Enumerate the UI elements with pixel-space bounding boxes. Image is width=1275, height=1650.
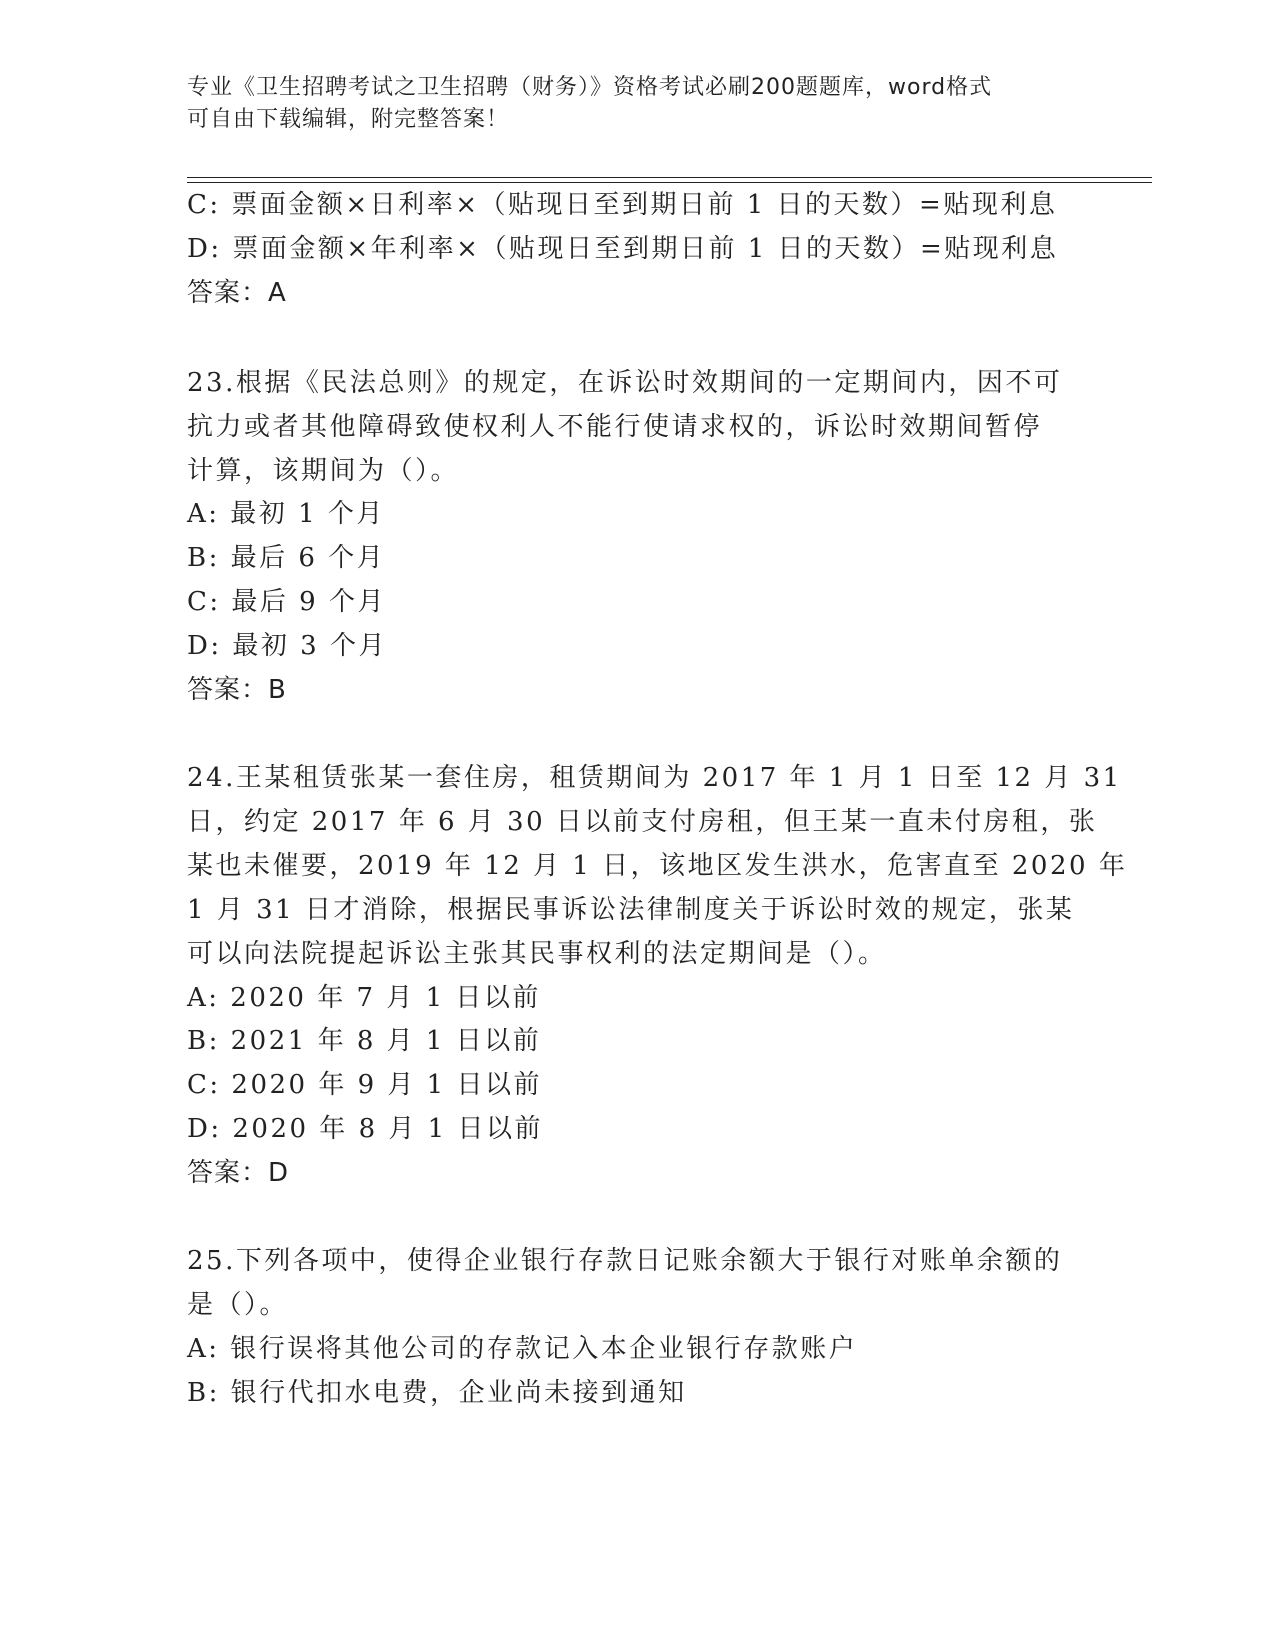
- q24-answer: 答案：D: [187, 1158, 290, 1188]
- q24-option-b: B: 2021 年 8 月 1 日以前: [187, 1026, 542, 1056]
- q23-text-line: 计算，该期间为（）。: [187, 456, 460, 486]
- q24-text-line: 24.王某租赁张某一套住房，租赁期间为 2017 年 1 月 1 日至 12 月 31: [187, 763, 1122, 793]
- document-header: [187, 72, 1067, 136]
- q25-option-a: A: 银行误将其他公司的存款记入本企业银行存款账户: [187, 1334, 858, 1364]
- q23-option-c: C: 最后 9 个月: [187, 587, 386, 617]
- q24-text-line: 1 月 31 日才消除，根据民事诉讼法律制度关于诉讼时效的规定，张某: [187, 895, 1075, 925]
- q24-text-line: 可以向法院提起诉讼主张其民事权利的法定期间是（）。: [187, 939, 887, 969]
- q24-text-line: 日，约定 2017 年 6 月 30 日以前支付房租，但王某一直未付房租，张: [187, 807, 1098, 837]
- q23-text-line: 23.根据《民法总则》的规定，在诉讼时效期间的一定期间内，因不可: [187, 368, 1063, 398]
- q24-text-line: 某也未催要，2019 年 12 月 1 日，该地区发生洪水，危害直至 2020 年: [187, 851, 1128, 881]
- q24-option-a: A: 2020 年 7 月 1 日以前: [187, 983, 541, 1013]
- q23-answer: 答案：B: [187, 675, 287, 705]
- q23-option-a: A: 最初 1 个月: [187, 499, 385, 529]
- q24-option-d: D: 2020 年 8 月 1 日以前: [187, 1114, 543, 1144]
- header-divider: [187, 177, 1152, 183]
- q25-text-line: 25.下列各项中，使得企业银行存款日记账余额大于银行对账单余额的: [187, 1246, 1063, 1276]
- q24-option-c: C: 2020 年 9 月 1 日以前: [187, 1070, 542, 1100]
- q23-option-d: D: 最初 3 个月: [187, 631, 387, 661]
- q22-option-c: C: 票面金额×日利率×（贴现日至到期日前 1 日的天数）=贴现利息: [187, 190, 1058, 220]
- q23-text-line: 抗力或者其他障碍致使权利人不能行使请求权的，诉讼时效期间暂停: [187, 412, 1043, 442]
- q22-option-d: D: 票面金额×年利率×（贴现日至到期日前 1 日的天数）=贴现利息: [187, 234, 1059, 264]
- q22-answer: 答案：A: [187, 278, 287, 308]
- q23-option-b: B: 最后 6 个月: [187, 543, 386, 573]
- header-line-2: 可自由下载编辑，附完整答案！: [187, 107, 510, 132]
- q25-option-b: B: 银行代扣水电费，企业尚未接到通知: [187, 1378, 687, 1408]
- q25-text-line: 是（）。: [187, 1290, 289, 1320]
- header-line-1: 专业《卫生招聘考试之卫生招聘（财务）》资格考试必刷200题题库，word格式: [187, 75, 993, 100]
